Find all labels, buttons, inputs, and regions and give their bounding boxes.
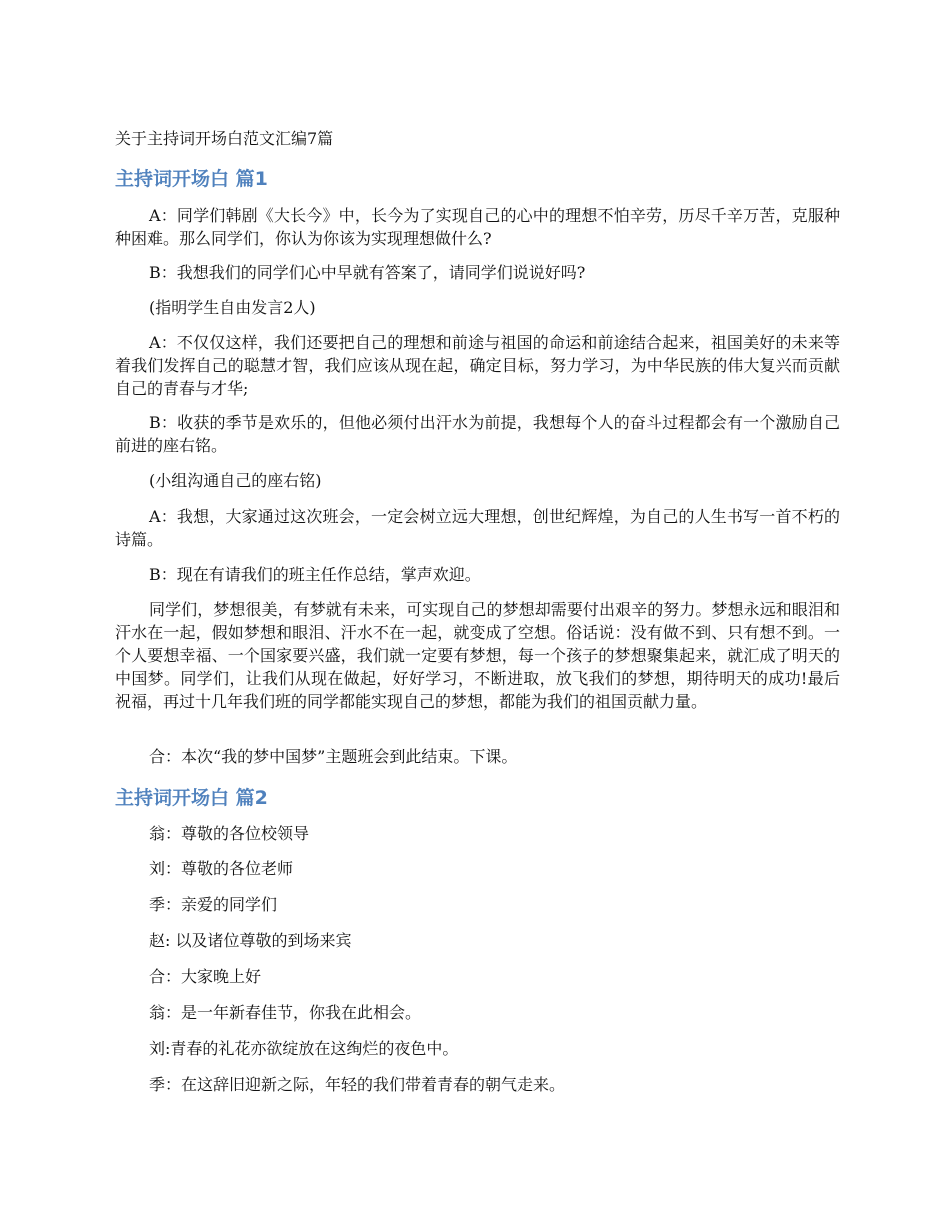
paragraph: B：我想我们的同学们心中早就有答案了，请同学们说说好吗? bbox=[149, 263, 586, 282]
paragraph: 刘:青春的礼花亦欲绽放在这绚烂的夜色中。 bbox=[149, 1039, 459, 1058]
paragraph: A：同学们韩剧《大长今》中，长今为了实现自己的心中的理想不怕辛劳，历尽千辛万苦，克服种种困难。那么同学们，你认为你该为实现理想做什么? bbox=[115, 206, 840, 248]
section-heading-2: 主持词开场白 篇2 bbox=[115, 787, 268, 809]
paragraph: B：收获的季节是欢乐的，但他必须付出汗水为前提，我想每个人的奋斗过程都会有一个激励自己前进的座右铭。 bbox=[115, 413, 840, 455]
paragraph: 合：本次“我的梦中国梦”主题班会到此结束。下课。 bbox=[149, 747, 518, 766]
paragraph: 合：大家晚上好 bbox=[149, 967, 262, 986]
paragraph: 赵: 以及诸位尊敬的到场来宾 bbox=[149, 931, 352, 950]
paragraph: (指明学生自由发言2人) bbox=[149, 298, 316, 317]
paragraph: 季：在这辞旧迎新之际，年轻的我们带着青春的朝气走来。 bbox=[149, 1075, 566, 1094]
section-heading-1: 主持词开场白 篇1 bbox=[115, 168, 268, 190]
paragraph: (小组沟通自己的座右铭) bbox=[149, 471, 322, 490]
paragraph: 翁：是一年新春佳节，你我在此相会。 bbox=[149, 1003, 422, 1022]
document-title: 关于主持词开场白范文汇编7篇 bbox=[115, 129, 334, 148]
paragraph: 刘：尊敬的各位老师 bbox=[149, 859, 294, 878]
paragraph: A：我想，大家通过这次班会，一定会树立远大理想，创世纪辉煌，为自己的人生书写一首不朽的诗篇。 bbox=[115, 507, 840, 549]
paragraph: 同学们，梦想很美，有梦就有未来，可实现自己的梦想却需要付出艰辛的努力。梦想永远和眼泪和汗水在一起，假如梦想和眼泪、汗水不在一起，就变成了空想。俗话说：没有做不到、只有想不到。一个人要想幸福、一个国家要兴盛，我们就一定要有梦想，每一个孩子的梦想聚集起来，就汇成了明天的中国梦。同学们，让我们从现在做起，好好学习，不断进取，放飞我们的梦想，期待明天的成功!最后祝福，再过十几年我们班的同学都能实现自己的梦想，都能为我们的祖国贡献力量。 bbox=[115, 600, 840, 711]
paragraph: B：现在有请我们的班主任作总结，掌声欢迎。 bbox=[149, 565, 481, 584]
paragraph: 季：亲爱的同学们 bbox=[149, 895, 278, 914]
paragraph: A：不仅仅这样，我们还要把自己的理想和前途与祖国的命运和前途结合起来，祖国美好的未来等着我们发挥自己的聪慧才智，我们应该从现在起，确定目标，努力学习，为中华民族的伟大复兴而贡献自己的青春与才华; bbox=[115, 333, 840, 398]
paragraph: 翁：尊敬的各位校领导 bbox=[149, 824, 310, 843]
